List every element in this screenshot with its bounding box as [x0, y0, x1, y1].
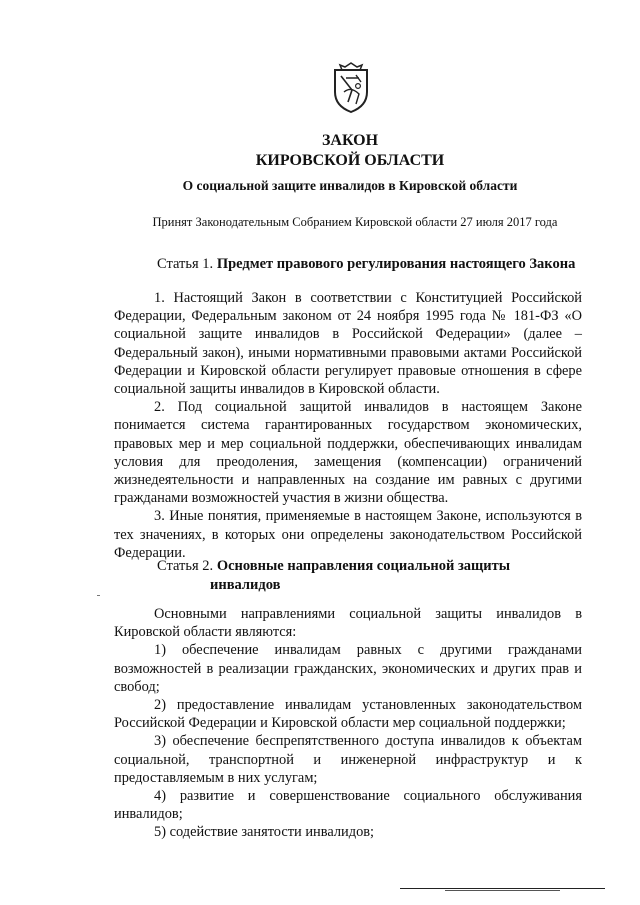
article-2-body: [114, 605, 582, 842]
article-2-paragraph: 3) обеспечение беспрепятственного доступа инвалидов к объектам социальной, транспортной и инженерной инфраструктур и к предоставляемым в них услугам;: [114, 733, 582, 786]
adoption-note: Принят Законодательным Собранием Кировской области 27 июля 2017 года: [152, 215, 558, 229]
article-2-paragraph: 4) развитие и совершенствование социального обслуживания инвалидов;: [114, 788, 582, 823]
footer-rule-secondary: [445, 890, 560, 891]
article-2-paragraph: 2) предоставление инвалидам установленных законодательством Российской Федерации и Кировской области мер социальной поддержки;: [114, 697, 582, 732]
footer-rule: [400, 888, 605, 889]
article-1-paragraph: 2. Под социальной защитой инвалидов в настоящем Законе понимается система гарантированных государством экономических, правовых мер и мер социальной поддержки, обеспечивающих инвалидам условия для преодоления, замещения (компенсации) ограничений жизнедеятельности и направленных на создание им равных с другими гражданами возможностей участия в жизни общества.: [114, 399, 582, 507]
article-2-title-cont: инвалидов: [210, 577, 281, 593]
article-1-heading: [157, 256, 575, 273]
article-2-heading: [157, 557, 510, 595]
margin-mark: [97, 595, 100, 596]
article-2-prefix: Статья 2.: [157, 558, 214, 574]
article-2-paragraph: 5) содействие занятости инвалидов;: [154, 824, 375, 841]
article-1-body: [114, 289, 582, 562]
article-1-title: Предмет правового регулирования настоящего Закона: [216, 256, 576, 272]
article-1-paragraph: 3. Иные понятия, применяемые в настоящем Законе, используются в тех значениях, в которых они определены законодательством Российской Федерации.: [114, 508, 582, 561]
article-2-paragraph: Основными направлениями социальной защиты инвалидов в Кировской области являются:: [114, 606, 582, 641]
article-1-paragraph: 1. Настоящий Закон в соответствии с Конституцией Российской Федерации, Федеральным законом от 24 ноября 1995 года № 181-ФЗ «О социальной защите инвалидов в Российской Федерации» (далее – Федеральный закон), иными нормативными правовыми актами Российской Федерации и Кировской области регулирует правовые отношения в сфере социальной защиты инвалидов в Кировской области.: [114, 290, 582, 398]
article-2-paragraph: 1) обеспечение инвалидам равных с другими гражданами возможностей в реализации гражданских, экономических и других прав и свобод;: [114, 642, 582, 695]
coat-of-arms-emblem: [332, 62, 370, 114]
law-region-title: КИРОВСКОЙ ОБЛАСТИ: [255, 152, 445, 169]
law-subtitle: О социальной защите инвалидов в Кировской области: [182, 178, 518, 193]
article-2-title: Основные направления социальной защиты: [216, 558, 511, 574]
article-1-prefix: Статья 1.: [157, 256, 214, 272]
law-title: ЗАКОН: [321, 132, 379, 149]
